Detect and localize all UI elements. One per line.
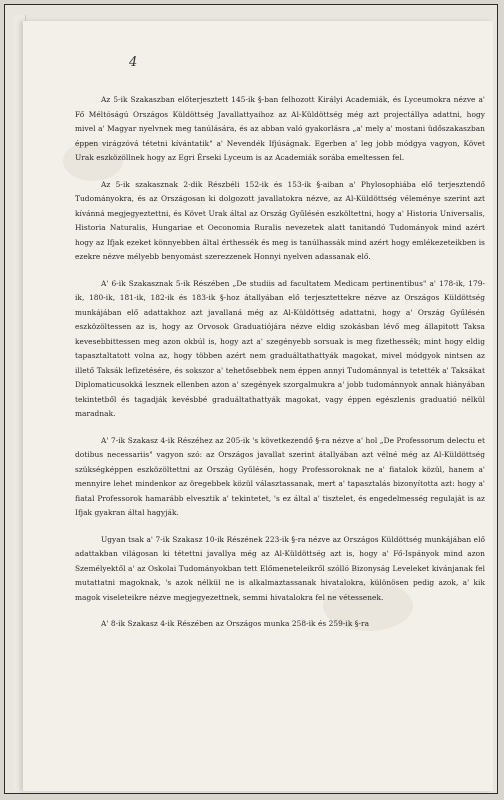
body-text [75, 93, 485, 632]
paragraph: Az 5-ik szakasznak 2-dik Részbéli 152-ik és 153-ik §-aiban a' Phylosophiába elő terjesztendő Tudományokra, és az Országosan ki dolgozott javallatokra nézve, az Al-Küldöttség véleménye szerint azt kívánná megjegyeztettni, és Követ Urak által az Ország Gyűlésén eszköltettni, hogy a' Historia Universalis, Historia Naturalis, Hungariae et Oeconomia Ruralis nevezetek alatt tanitandó Tudományok mind azért hogy az Ifjak ezeket könnyebben által érthessék és meg is tanúlhassák mind azért hogy emlékezeteikben is ezekre nézve mélyebb benyomást szerezzenek Honnyi nyelven adassanak elő. [75, 179, 485, 261]
document-page [23, 21, 493, 791]
paragraph: A' 8-ik Szakasz 4-ik Részében az Országos munka 258-ik és 259-ik §-ra [101, 619, 370, 628]
page-number: 4 [129, 55, 138, 70]
paragraph: Ugyan tsak a' 7-ik Szakasz 10-ik Részének 223-ik §-ra nézve az Országos Küldöttség munkájában elő adattakban világosan ki tétettni javallya még az Al-Küldöttség azt is, hogy a' Fő-Ispányok mind azon Személyektől a' az Oskolai Tudományokban tett Előmeneteleikről szólló Bizonyság Leveleket kivánjanak fel mutattatni magoknak, 's azok nélkül ne is alkalmaztassanak hivatalokra, különösen pedig azok, a' kik magok viseleteikre nézve megjegyezettnek, semmi hivatalokra fel ne vétessenek. [75, 534, 485, 602]
paragraph: A' 7-ik Szakasz 4-ik Részéhez az 205-ik 's következendő §-ra nézve a' hol „De Professorum delectu et dotibus necessariis" vagyon szó: az Országos javallat szerint átallyában azt vélné még az Al-Küldöttség szükségképpen eszközöltettni az Ország Gyűlésén, hogy Professoroknak ne a' fiatalok közül, hanem a' mennyire lehet mindenkor az öregebbek közül választassanak, mert a' tapasztalás bizonyította azt: hogy a' fiatal Professorok hamarább elvesztik a' tekintetet, 's ez által a' tisztelet, és engedelmesség regulaját is az Ifjak gyakran által hagyják. [75, 435, 485, 517]
paragraph: A' 6-ik Szakasznak 5-ik Részében „De studiis ad facultatem Medicam pertinentibus" a' 178-ik, 179-ik, 180-ik, 181-ik, 182-ik és 183-ik §-hoz átallyában elő terjesztettekre nézve az Országos Küldöttség munkájában elő adattakhoz azt javallaná még az Al-Küldöttség adattatni, hogy a' Ország Gyűlésén eszközöltessen az is, hogy az Orvosok Graduatiójára nézve eldig szokásban lévő meg állapitott Taksa kevesebbittessen meg azon okbúl is, hogy azt a' szegényebb sorsuak is meg fizethessék; mint hogy eldig tapasztaltatott volna az, hogy többen azért nem graduáltathattyák magokat, mivel módgyok nintsen az illető Taksák lefizetésére, és sokszor a' tehetősebbek nem éppen annyi Tudománnyal is tetették a' Taksákat Diplomaticusokká lesznek ellenben azon a' szegények szorgalmukra a' jobb tudománnyok annak hiányában tekintetből és tagadják kevésbbé graduáltathattyák magokat, vagy éppen egészlenis graduatió nélkül maradnak. [75, 278, 485, 418]
paragraph: Az 5-ik Szakaszban előterjesztett 145-ik §-ban felhozott Királyi Academiák, és Lyceumokra nézve a' Fő Méltóságú Országos Küldöttség Javallattyaihoz az Al-Küldöttség még azt projectállya adattni, hogy mivel a' Magyar nyelvnek meg tanúlására, és az abban való gyakorlásra „a' mely a' mostani üdőszakaszban éppen virágzóvá tétetni kívántatik" a' Nevendék Ifjúságnak. Egerben a' leg jobb módgya vagyon, Követ Urak eszközöllnek hogy az Egri Érseki Lyceum is az Academiák sorába emeltessen fel. [75, 95, 485, 162]
scan-frame [4, 4, 498, 794]
